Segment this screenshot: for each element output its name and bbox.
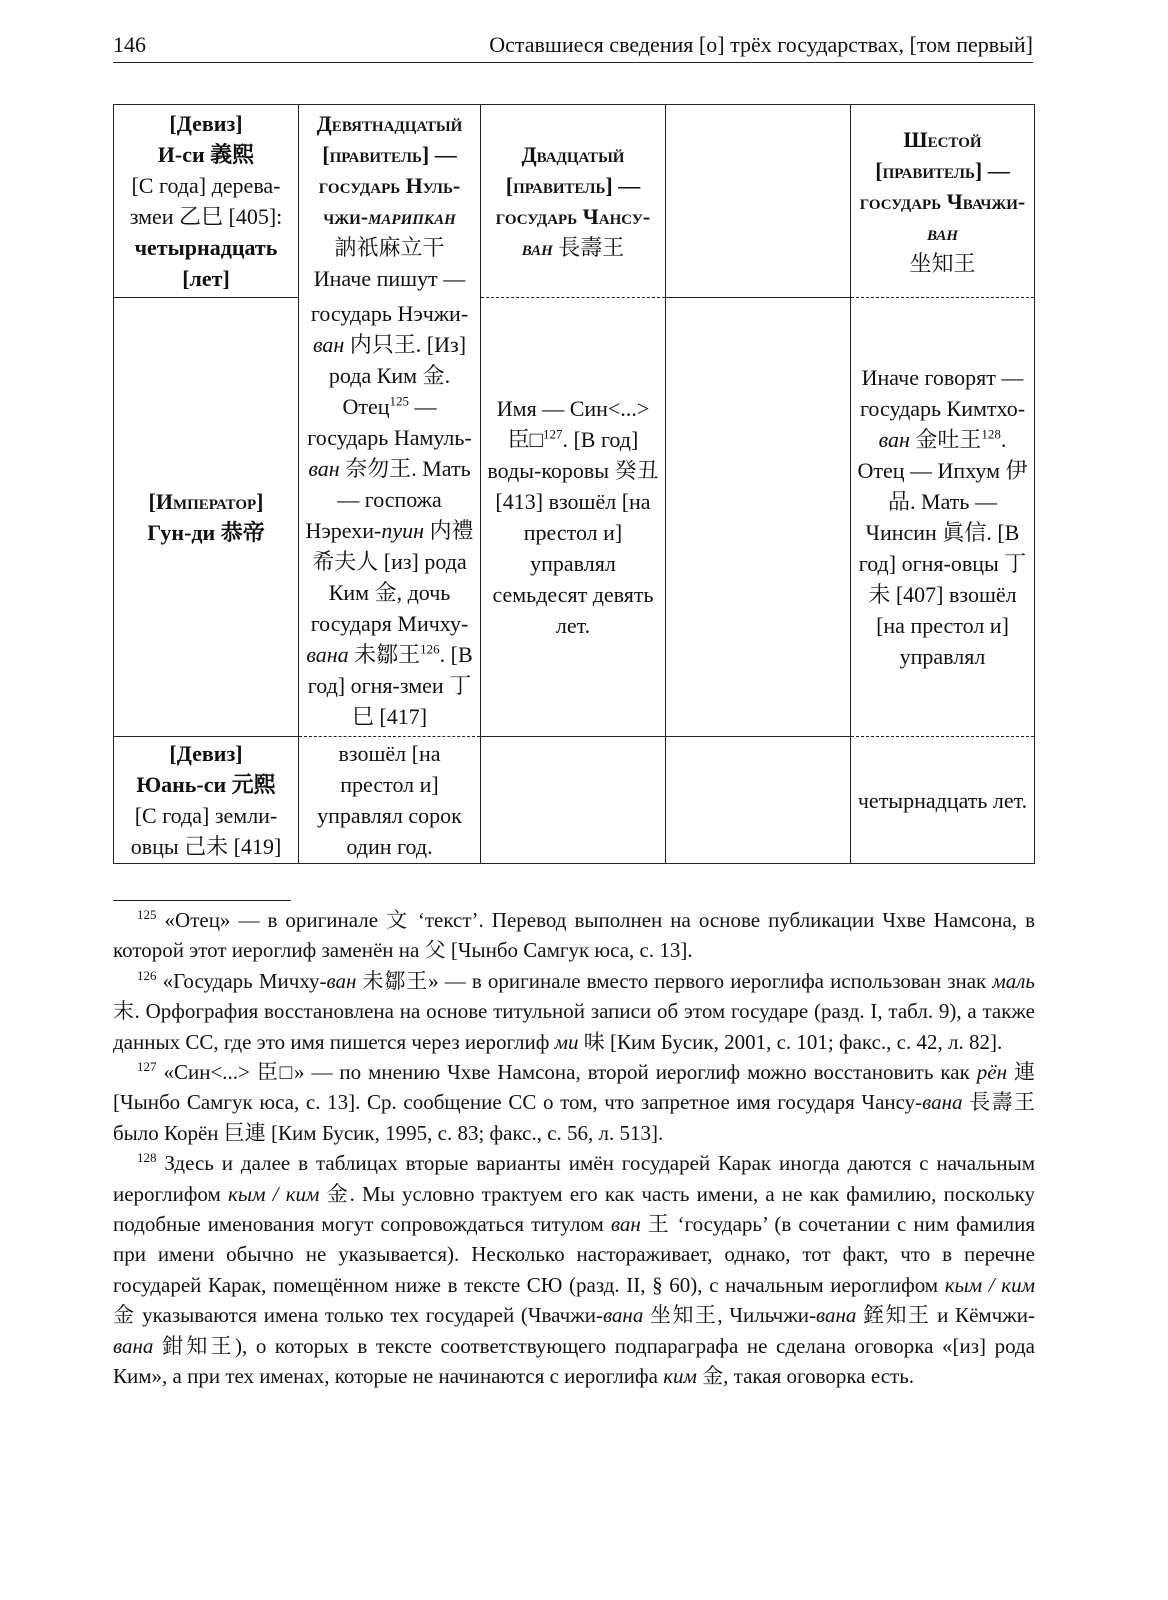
footnote-text: 末. Орфография восстановлена на основе титульной записи об этом государе (разд. I, табл. 9), а также данных СС, где это имя пишется через иероглиф <box>113 999 1035 1054</box>
ruler-characters: 長壽王 <box>558 235 625 260</box>
ruler-title-italic: ван <box>521 235 553 260</box>
footnote-text-italic: вана <box>815 1303 857 1328</box>
footnote-text-italic: кым / ким <box>944 1272 1035 1297</box>
cell-text-italic: пуин <box>381 517 425 543</box>
footnote-text-italic: рён <box>976 1060 1008 1085</box>
cell-text: . Отец — Ипхум 伊品. Мать — Чинсин 眞信. [В год] огня-овцы 丁未 [407] взошёл [на престол и] управлял <box>857 427 1028 669</box>
table-row <box>114 298 1035 737</box>
footnote-text: 鉗知王), о которых в тексте соответствующего подпараграфа не сделана оговорка «[из] рода Ким», а при тех именах, которые не начинаются с иероглифа <box>113 1333 1035 1389</box>
footnote <box>113 1148 1035 1391</box>
footnote-text: 連 [Чынбо Самгук юса, с. 13]. Ср. сообщение СС о том, что запретное имя государя Чансу- <box>113 1060 1035 1115</box>
ruler-characters: 坐知王 <box>909 250 976 276</box>
karak-ruler-cell <box>851 105 1035 298</box>
ruler-characters: 訥祇麻立干 <box>334 235 445 261</box>
goguryeo-ruler-cell <box>481 298 666 737</box>
footnote-number: 126 <box>137 967 157 983</box>
cell-text: государь Нэчжи- <box>310 300 469 326</box>
baekje-ruler-cell <box>666 298 851 737</box>
cell-text: 奈勿王. Мать — госпожа Нэрехи- <box>305 455 471 543</box>
page-header <box>113 28 1033 63</box>
cell-text: 内禮希夫人 [из] рода Ким 金, дочь государя Мичху- <box>310 517 474 636</box>
footnote-text: 王 ‘государь’ (в сочетании с ним фамилия при имени обычно не указывается). Несколько настораживает, однако, тот факт, что в перечне государей Карак, помещённом ниже в тексте СЮ (разд. II, § 60), с начальным иероглифом <box>113 1212 1035 1297</box>
footnote-text: 金. Мы условно трактуем его как часть имени, а не как фамилию, поскольку подобные именования могут сопровождаться титулом <box>113 1181 1035 1237</box>
era-cell <box>114 298 299 737</box>
era-name: И-си 義熙 <box>157 142 255 167</box>
footnote-text-italic: вана <box>602 1303 644 1328</box>
footnote-text: «Государь Мичху- <box>156 968 327 993</box>
footnote-number: 127 <box>137 1059 157 1075</box>
footnote-ref[interactable]: 128 <box>981 426 1001 442</box>
footnote-text: 未鄒王» — в оригинале вместо первого иероглифа использован знак <box>356 968 993 993</box>
cell-text: . [В год] огня-змеи 丁巳 [417] <box>307 641 473 729</box>
footnote-number: 125 <box>137 907 157 922</box>
footnote-text: 金 указываются имена только тех государей (Чвачжи- <box>113 1303 603 1328</box>
footnote-text-italic: ким <box>663 1364 697 1389</box>
baekje-ruler-cell <box>666 737 851 864</box>
footnote-separator <box>113 900 291 901</box>
chronology-table <box>113 104 1035 864</box>
era-name: Юань-си 元熙 <box>136 772 276 797</box>
cell-text: . [В год] воды-коровы 癸丑 [413] взошёл [на престол и] управлял семьдесят девять лет. <box>487 427 659 638</box>
cell-text-italic: ван <box>308 455 340 481</box>
footnote-text: 銍知王 и Кёмчжи- <box>856 1303 1035 1328</box>
table-row <box>114 737 1035 864</box>
baekje-ruler-cell <box>666 105 851 298</box>
page-number: 146 <box>113 32 146 57</box>
goguryeo-ruler-cell <box>481 737 666 864</box>
cell-text: — государь Намуль- <box>307 393 472 450</box>
era-label: [Девиз] <box>169 741 243 766</box>
cell-text: 内只王. [Из] рода Ким 金. Отец <box>328 331 467 419</box>
cell-text-italic: ван <box>312 331 345 357</box>
karak-ruler-cell <box>851 298 1035 737</box>
footnote-ref[interactable]: 127 <box>542 426 563 442</box>
running-title: Оставшиеся сведения [о] трёх государствах, [том первый] <box>489 32 1033 57</box>
cell-text: Иначе говорят — государь Кимтхо- <box>859 365 1026 421</box>
footnote-text-italic: маль <box>992 968 1035 993</box>
footnote-text: «Син<...> 臣□» — по мнению Чхве Намсона, второй иероглиф можно восстановить как <box>156 1060 977 1085</box>
footnote-text-italic: вана <box>922 1090 963 1115</box>
footnotes <box>113 905 1035 1392</box>
table-row <box>114 105 1035 298</box>
footnote-text-italic: ван <box>610 1212 641 1237</box>
era-start: [С года] земли-овцы 己未 [419] <box>130 803 282 859</box>
era-start: [С года] дерева-змеи 乙巳 [405]: <box>129 173 283 229</box>
era-label: [Император] <box>148 489 264 514</box>
cell-text-italic: ван <box>878 427 910 452</box>
cell-text: 金吐王 <box>909 427 982 452</box>
ruler-title: Девятнадцатый [правитель] — государь Нуль-чжи- <box>316 111 463 230</box>
footnote-text: Здесь и далее в таблицах вторые варианты имён государей Карак иногда даются с начальным иероглифом <box>113 1151 1035 1206</box>
footnote-ref[interactable]: 126 <box>420 641 440 657</box>
karak-ruler-cell: четырнадцать лет. <box>851 737 1035 864</box>
ruler-title: Шестой [правитель] — государь Чвачжи- <box>859 126 1026 214</box>
footnote-text-italic: вана <box>113 1333 154 1358</box>
footnote-text: 長壽王 было Корён 巨連 [Ким Бусик, 1995, с. 83; факс., с. 56, л. 513]. <box>113 1090 1035 1145</box>
ruler-title: Двадцатый [правитель] — государь Чансу- <box>495 142 651 229</box>
cell-text: Имя — Син<...> 臣□ <box>496 396 650 452</box>
cell-text-italic: вана <box>306 641 349 667</box>
ruler-title-italic: марипкан <box>368 204 456 230</box>
goguryeo-ruler-cell <box>481 105 666 298</box>
footnote-number: 128 <box>137 1150 157 1166</box>
footnote-text-italic: ми <box>554 1029 579 1054</box>
footnote-text: 味 [Ким Бусик, 2001, с. 101; факс., с. 42, л. 82]. <box>578 1029 1003 1054</box>
era-name: Гун-ди 恭帝 <box>147 520 265 545</box>
silla-ruler-cell: взошёл [на престол и] управлял сорок один год. <box>299 737 481 864</box>
era-cell <box>114 737 299 864</box>
ruler-title-italic: ван <box>926 219 959 245</box>
era-duration: четырнадцать [лет] <box>134 235 278 291</box>
era-label: [Девиз] <box>169 111 243 136</box>
silla-ruler-cell <box>299 105 481 298</box>
cell-text: 未鄒王 <box>348 641 421 667</box>
footnote-ref[interactable]: 125 <box>389 393 410 409</box>
footnote-text-italic: кым / ким <box>228 1181 320 1206</box>
footnote-text: 金, такая оговорка есть. <box>696 1364 915 1389</box>
footnote-text: 坐知王, Чильчжи- <box>643 1303 816 1328</box>
footnote <box>113 905 1035 966</box>
silla-ruler-cell <box>299 298 481 737</box>
footnote <box>113 1057 1035 1148</box>
ruler-note: Иначе пишут — <box>313 266 466 292</box>
footnote-text: «Отец» — в оригинале 文 ‘текст’. Перевод выполнен на основе публикации Чхве Намсона, в которой этот иероглиф заменён на 父 [Чынбо Самгук юса, с. 13]. <box>113 908 1035 963</box>
footnote <box>113 966 1035 1057</box>
footnote-text-italic: ван <box>326 968 357 993</box>
era-cell <box>114 105 299 298</box>
